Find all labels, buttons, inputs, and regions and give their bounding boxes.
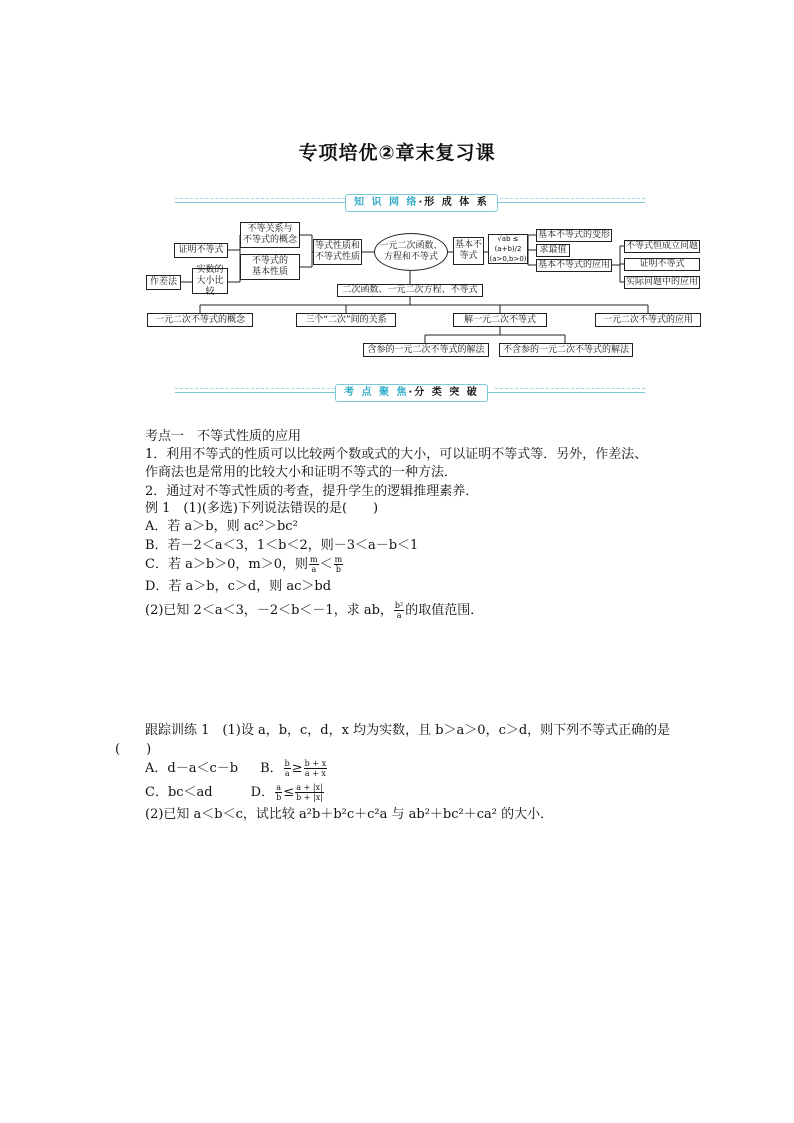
training-1-part-2: (2)已知 a＜b＜c，试比较 a²b＋b²c＋c²a 与 ab²＋bc²＋ca² 的大小． <box>145 807 554 822</box>
option-d: D．若 a＞b，c＞d，则 ac＞bd <box>145 579 332 594</box>
train-option-c: C．bc＜ad <box>145 785 213 800</box>
paragraph-1a: 1．利用不等式的性质可以比较两个数或式的大小，可以证明不等式等．另外，作差法、 <box>145 447 648 462</box>
banner-label: 考 点 聚 焦·分 类 突 破 <box>335 384 488 402</box>
relation-box: 二次函数、一元二次方程、不等式 <box>337 284 483 297</box>
banner-label: 知 识 网 络·形 成 体 系 <box>345 194 498 212</box>
solve-box: 解一元二次不等式 <box>453 313 547 327</box>
always-true-box: 不等式恒成立问题 <box>625 241 698 251</box>
formula-top: √ab ≤ (a+b)/2 <box>494 235 522 253</box>
basic-inequality-box: 基本不 等式 <box>453 237 484 265</box>
basic-properties-box: 不等式的 基本性质 <box>240 254 300 280</box>
prove-box: 证明不等式 <box>174 243 228 258</box>
practical-box: 实际问题中的应用 <box>625 277 698 287</box>
training-1-paren: ( ) <box>115 742 152 757</box>
three-quadratics-box: 三个“二次”间的关系 <box>296 313 396 327</box>
example-1: 例 1 (1)(多选)下列说法错误的是( ) <box>145 501 379 516</box>
subtract-method-box: 作差法 <box>146 275 181 290</box>
train-option-b: B． $\frac{b}{a}$ ≥ $\frac{b + x}{a + x}$ <box>260 759 327 778</box>
training-options-row-2 <box>145 783 325 802</box>
example-1-part-2: (2)已知 2＜a＜3，－2＜b＜－1，求 ab， $\frac{\text{b²}}{a}$ 的取值范围． <box>145 601 484 620</box>
concept-box: 不等关系与 不等式的概念 <box>240 222 300 248</box>
real-compare-box: 实数的 大小比较 <box>192 268 228 294</box>
concept-map <box>0 0 794 370</box>
extreme-value-box: 求最值 <box>536 244 570 257</box>
with-param-box: 含参的一元二次不等式的解法 <box>363 343 489 357</box>
properties-box: 等式性质和 不等式性质 <box>313 239 362 265</box>
option-c: C．若 a＞b＞0，m＞0，则 $\frac{m}{a}$ ＜ $\frac{m}{b}$ <box>145 555 343 574</box>
formula-box <box>488 234 528 264</box>
page-title: 专项培优②章末复习课 <box>298 142 496 164</box>
paragraph-1b: 作商法也是常用的比较大小和证明不等式的一种方法． <box>145 465 458 480</box>
fraction: $\frac{m}{b}$ <box>334 555 343 574</box>
paragraph-2: 2．通过对不等式性质的考查，提升学生的逻辑推理素养． <box>145 484 479 499</box>
application-box: 基本不等式的应用 <box>537 260 610 270</box>
proof2-box: 证明不等式 <box>624 258 700 271</box>
train-option-d: D． $\frac{a}{b}$ ≤ $\frac{a + |x|}{b + |x|}$ <box>250 783 323 802</box>
formula-bottom: (a>0,b>0) <box>489 255 527 263</box>
without-param-box: 不含参的一元二次不等式的解法 <box>499 343 633 357</box>
fraction: $\frac{\text{b²}}{a}$ <box>394 601 404 620</box>
variant-box: 基本不等式的变形 <box>537 230 610 240</box>
option-b: B．若－2＜a＜3，1＜b＜2，则－3＜a－b＜1 <box>145 538 419 553</box>
app2-box: 一元二次不等式的应用 <box>595 313 701 327</box>
section-banner-key-points <box>175 384 645 402</box>
train-option-a: A．d－a＜c－b <box>145 761 239 776</box>
point1-heading: 考点一 不等式性质的应用 <box>145 429 302 444</box>
concept2-box: 一元二次不等式的概念 <box>147 313 253 327</box>
training-1: 跟踪训练 1 (1)设 a，b，c，d，x 均为实数，且 b＞a＞0，c＞d，则下列不等式正确的是 <box>145 723 671 738</box>
center-topic-ellipse: 一元二次函数、 方程和不等式 <box>374 233 448 271</box>
fraction: $\frac{m}{a}$ <box>310 555 318 574</box>
training-options-row-1 <box>145 759 328 778</box>
option-a: A．若 a＞b，则 ac²＞bc² <box>145 519 298 534</box>
